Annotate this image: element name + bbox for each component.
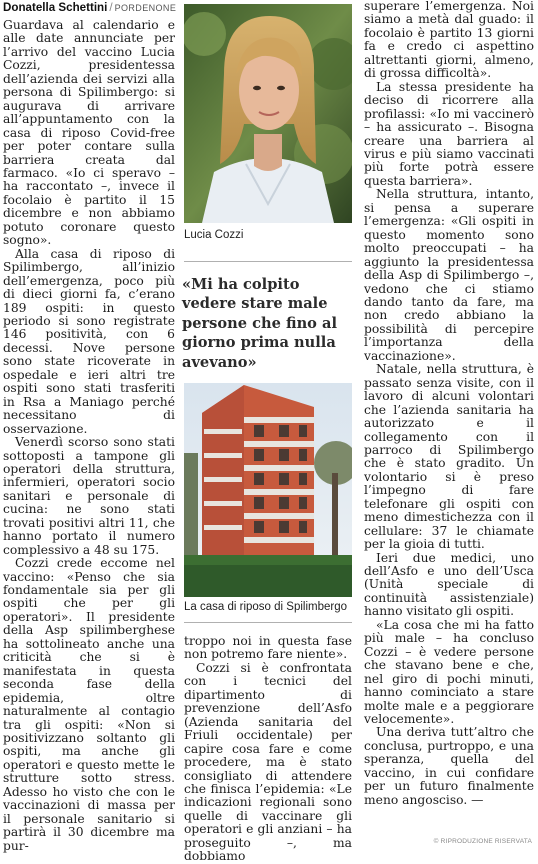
paragraph: superare l’emergenza. Noi siamo a metà dal guado: il focolaio è partito 13 giorni fa e credo ci aspettino altrettanti giorni, almeno, di grossa difficoltà». xyxy=(364,0,534,81)
quote-top-rule xyxy=(184,261,352,262)
paragraph: Alla casa di riposo di Spilimbergo, all’inizio dell’emergenza, poco più di dieci giorni fa, c’erano 189 ospiti: in questo periodo si sono registrate 146 positività, con 6 decessi. Nove persone sono state ricoverate in ospedale e ieri altri tre ospiti sono stati trasferiti in Rsa a Maniago perché necessitano di osservazione. xyxy=(3,246,175,436)
byline-place: PORDENONE xyxy=(114,3,177,13)
byline xyxy=(3,1,175,15)
byline-separator: / xyxy=(109,1,113,14)
copyright-notice: © RIPRODUZIONE RISERVATA xyxy=(433,838,532,845)
column-3 xyxy=(364,0,534,807)
paragraph: Ieri due medici, uno dell’Asfo e uno dell’Usca (Unità speciale di continuità assistenziale) hanno visitato gli ospiti. xyxy=(364,550,534,619)
paragraph: «La cosa che mi ha fatto più male – ha concluso Cozzi – è vedere persone che stavano bene e che, nel giro di pochi minuti, hanno cominciato a stare molte male e a peggiorare velocemente». xyxy=(364,617,534,727)
column-1 xyxy=(3,0,175,853)
portrait-image xyxy=(184,4,352,223)
paragraph: La stessa presidente ha deciso di ricorrere alla profilassi: «Io mi vaccinerò – ha assicurato –. Bisogna creare una barriera al virus e più siamo vaccinati più forte potrà essere questa barriera». xyxy=(364,79,534,188)
portrait-caption: Lucia Cozzi xyxy=(184,229,244,241)
paragraph: Cozzi si è confrontata con i tecnici del dipartimento di prevenzione dell’Asfo (Azienda sanitaria del Friuli occidentale) per capire cosa fare e come procedere, ma è stato consigliato di attendere che finisca l’epidemia: «Le indicazioni regionali sono quelle di vaccinare gli operatori e gli anziani – ha proseguito –, ma dobbiamo xyxy=(184,660,352,864)
paragraph: Natale, nella struttura, è passato senza visite, con il lavoro di alcuni volontari che l’azienda sanitaria ha autorizzato e il collegamento con il parroco di Spilimbergo che è stato gradito. Un volontario si è preso l’impegno di fare telefonare gli ospiti con meno dimestichezza con il cellulare: 37 le chiamate per la gioia di tutti. xyxy=(364,362,534,552)
building-caption: La casa di riposo di Spilimbergo xyxy=(184,601,348,613)
caption-bottom-rule xyxy=(184,622,352,623)
paragraph: Venerdì scorso sono stati sottoposti a tampone gli operatori della struttura, infermieri, operatori socio sanitari e personale di cucina: ne sono stati trovati positivi altri 11, che hanno portato il numero complessivo a 48 su 175. xyxy=(3,435,175,557)
paragraph: Nella struttura, intanto, si pensa a superare l’emergenza: «Gli ospiti in questo momento sono molto preoccupati – ha aggiunto la presidentessa della Asp di Spilimbergo –, vedono che ci stiamo dando tanto da fare, ma non credo abbiano la possibilità di percepire l’importanza della vaccinazione». xyxy=(364,187,534,363)
building-image xyxy=(184,383,352,597)
byline-author: Donatella Schettini xyxy=(3,1,108,14)
pull-quote: «Mi ha colpito vedere stare male persone che fino al giorno prima nulla avevano» xyxy=(182,276,338,371)
paragraph: troppo noi in questa fase non potremo fare niente». xyxy=(184,634,352,662)
paragraph: Una deriva tutt’altro che conclusa, purtroppo, e una speranza, quella del vaccino, in cui confidare per un futuro finalmente meno angosciso. — xyxy=(364,725,534,807)
portrait-photo xyxy=(184,4,352,223)
column-2 xyxy=(184,635,352,864)
paragraph: Guardava al calendario e alle date annunciate per l’arrivo del vaccino Lucia Cozzi, presidentessa dell’azienda dei servizi alla persona di Spilimbergo: si augurava di arrivare all’appuntamento con la casa di riposo Covid-free per poter contare sulla barriera creata dal farmaco. «Io ci speravo – ha raccontato –, invece il focolaio è partito il 15 dicembre e non abbiamo potuto coronare questo sogno». xyxy=(3,18,175,248)
paragraph: Cozzi crede eccome nel vaccino: «Penso che sia fondamentale sia per gli ospiti che per gli operatori». Il presidente della Asp spilimberghese ha sottolineato anche una criticità che si è manifestata in questa seconda fase della epidemia, oltre naturalmente al contagio tra gli ospiti: «Non si positivizzano soltanto gli ospiti, ma anche gli operatori e questo mette le strutture sotto stress. Adesso ho visto che con le vaccinazioni di massa per il personale sanitario si partirà il 30 dicembre ma pur- xyxy=(3,556,175,853)
building-photo xyxy=(184,383,352,597)
